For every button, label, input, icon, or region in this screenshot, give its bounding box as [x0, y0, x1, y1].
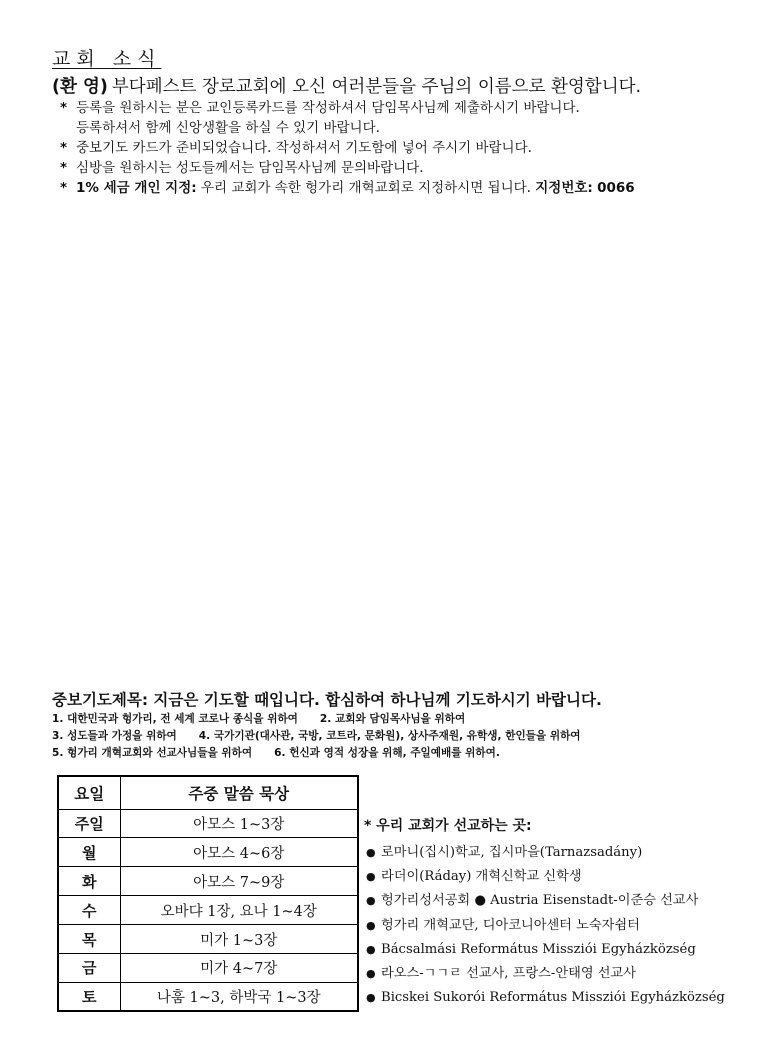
list-item: ● 헝가리 개혁교단, 디아코니아센터 노숙자쉼터	[364, 914, 724, 938]
welcome-text: 부다페스트 장로교회에 오신 여러분들을 주님의 이름으로 환영합니다.	[111, 77, 642, 97]
notice-item: * 심방을 원하시는 성도들께서는 담임목사님께 문의바랍니다.	[60, 160, 424, 176]
table-row: 수 오바댜 1장, 요나 1~4장	[58, 896, 358, 925]
list-item: ● Bicskei Sukorói Református Missziói Egyházközség	[364, 986, 724, 1010]
list-item: ● 로마니(집시)학교, 집시마을(Tarnazsadány)	[364, 841, 724, 865]
bullet-dot-icon: ●	[366, 967, 376, 981]
bullet-star: *	[60, 180, 68, 196]
table-row: 주일 아모스 1~3장	[58, 809, 358, 838]
welcome-label: (환 영)	[52, 77, 108, 97]
table-row: 월 아모스 4~6장	[58, 838, 358, 867]
prayer-row: 1. 대한민국과 헝가리, 전 세계 코로나 종식을 위하여 2. 교회와 담임목사님을 위하여	[52, 713, 466, 725]
tax-text: 우리 교회가 속한 헝가리 개혁교회로 지정하시면 됩니다.	[200, 180, 531, 196]
tax-notice	[60, 178, 740, 198]
table-row: 금 미가 4~7장	[58, 953, 358, 982]
notice-item: * 중보기도 카드가 준비되었습니다. 작성하셔서 기도함에 넣어 주시기 바랍니다.	[60, 140, 532, 156]
header-day: 요일	[58, 776, 120, 809]
prayer-title: 중보기도제목: 지금은 기도할 때입니다. 합심하여 하나님께 기도하시기 바랍니다.	[52, 691, 602, 709]
table-header-row	[58, 776, 358, 809]
bullet-star: *	[60, 100, 68, 116]
prayer-row: 3. 성도들과 가정을 위하여 4. 국가기관(대사관, 국방, 코트라, 문화원), 상사주재원, 유학생, 한인들을 위하여	[52, 730, 581, 742]
page-title: 교회 소식	[52, 48, 162, 70]
tax-code-label: 지정번호:	[535, 180, 593, 196]
bullet-dot-icon: ●	[366, 894, 376, 908]
notice-list	[60, 98, 740, 198]
table-row: 토 나훔 1~3, 하박국 1~3장	[58, 982, 358, 1011]
tax-label: 1% 세금 개인 지정:	[76, 180, 197, 196]
mission-list	[364, 815, 724, 1010]
table-row: 화 아모스 7~9장	[58, 867, 358, 896]
list-item: ● 라오스-ㄱㄱㄹ 선교사, 프랑스-안태영 선교사	[364, 962, 724, 986]
notice-item: 등록하셔서 함께 신앙생활을 하실 수 있기 바랍니다.	[76, 120, 380, 136]
prayer-row: 5. 헝가리 개혁교회와 선교사님들을 위하여 6. 헌신과 영적 성장을 위해, 주일예배를 위하여.	[52, 747, 500, 759]
list-item: ● 헝가리성서공회 ● Austria Eisenstadt-이준승 선교사	[364, 889, 724, 913]
bullet-dot-icon: ●	[366, 846, 376, 859]
welcome-line	[52, 73, 732, 98]
list-item: ● 라더이(Ráday) 개혁신학교 신학생	[364, 865, 724, 889]
bullet-star: *	[60, 160, 68, 176]
bullet-star: *	[60, 140, 68, 156]
bullet-dot-icon: ●	[366, 991, 376, 1005]
tax-code: 0066	[597, 180, 635, 196]
prayer-list	[52, 711, 742, 762]
table-row: 목 미가 1~3장	[58, 925, 358, 954]
reading-schedule-table	[57, 775, 359, 1012]
mission-title: * 우리 교회가 선교하는 곳:	[364, 818, 532, 834]
header-reading: 주중 말씀 묵상	[120, 776, 358, 809]
list-item: ● Bácsalmási Református Missziói Egyházközség	[364, 938, 724, 962]
bullet-dot-icon: ●	[366, 870, 376, 884]
bullet-dot-icon: ●	[366, 918, 376, 932]
bullet-dot-icon: ●	[366, 942, 376, 956]
notice-item: * 등록을 원하시는 분은 교인등록카드를 작성하셔서 담임목사님께 제출하시기 바랍니다.	[60, 100, 580, 116]
